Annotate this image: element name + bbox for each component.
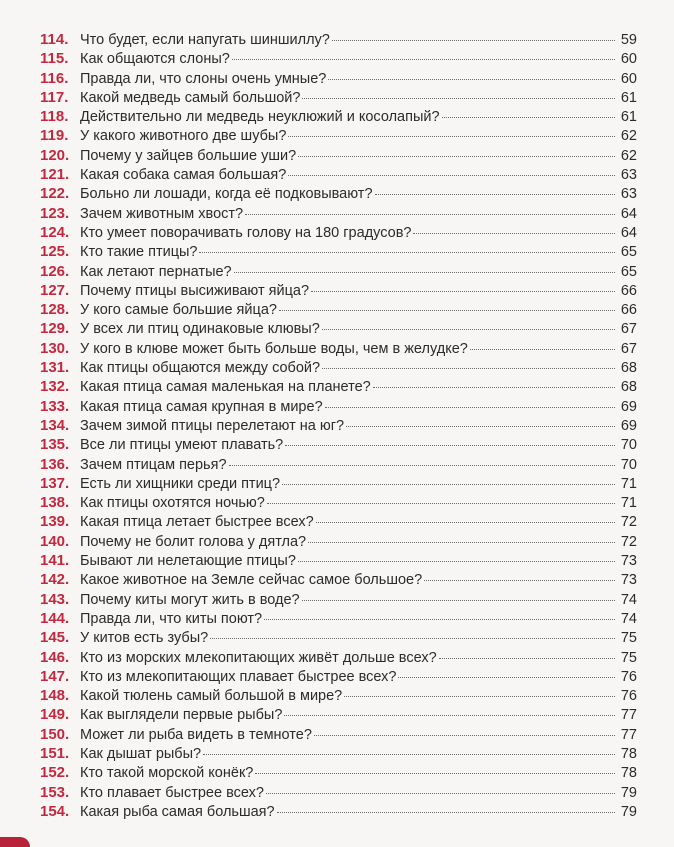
leader-dots <box>234 272 615 273</box>
toc-title: Какая птица летает быстрее всех? <box>80 514 314 531</box>
leader-dots <box>285 445 615 446</box>
toc-title: Кто из млекопитающих плавает быстрее всех? <box>80 668 397 685</box>
toc-row <box>40 49 637 68</box>
toc-row <box>40 590 637 609</box>
toc-row <box>40 146 637 165</box>
toc-number: 119. <box>40 127 69 145</box>
toc-title: Больно ли лошади, когда её подковывают? <box>80 186 373 203</box>
toc-page: 62 <box>620 128 637 145</box>
toc-row <box>40 281 637 300</box>
toc-row <box>40 705 637 724</box>
toc-number: 130. <box>40 339 70 357</box>
toc-page: 76 <box>620 688 637 705</box>
toc-number: 143. <box>40 590 70 608</box>
leader-dots <box>245 214 615 215</box>
toc-row <box>40 416 637 435</box>
toc-page: 64 <box>620 224 637 241</box>
toc-row <box>40 512 637 531</box>
toc-title: Бывают ли нелетающие птицы? <box>80 553 296 570</box>
toc-number: 129. <box>40 320 70 338</box>
toc-number: 151. <box>40 744 70 762</box>
toc-page: 78 <box>620 745 637 762</box>
toc-title: Кто умеет поворачивать голову на 180 градусов? <box>80 224 412 241</box>
leader-dots <box>288 136 615 137</box>
toc-title: Как летают пернатые? <box>80 263 232 280</box>
table-of-contents <box>40 30 637 821</box>
toc-row <box>40 763 637 782</box>
toc-title: Как общаются слоны? <box>80 51 230 68</box>
leader-dots <box>442 117 615 118</box>
page-corner-tab <box>0 837 30 847</box>
toc-number: 147. <box>40 667 70 685</box>
leader-dots <box>232 59 615 60</box>
toc-title: У кого в клюве может быть больше воды, чем в желудке? <box>80 340 468 357</box>
toc-number: 138. <box>40 494 70 512</box>
toc-number: 136. <box>40 455 70 473</box>
toc-row <box>40 242 637 261</box>
toc-row <box>40 300 637 319</box>
leader-dots <box>325 407 615 408</box>
leader-dots <box>266 793 615 794</box>
leader-dots <box>277 812 615 813</box>
toc-number: 125. <box>40 243 70 261</box>
toc-number: 137. <box>40 474 70 492</box>
toc-row <box>40 455 637 474</box>
toc-row <box>40 30 637 49</box>
leader-dots <box>203 754 615 755</box>
toc-title: Что будет, если напугать шиншиллу? <box>80 32 330 48</box>
toc-page: 64 <box>620 205 637 222</box>
toc-title: Почему киты могут жить в воде? <box>80 591 300 608</box>
toc-page: 70 <box>620 456 637 473</box>
toc-row <box>40 570 637 589</box>
leader-dots <box>322 368 615 369</box>
toc-row <box>40 107 637 126</box>
toc-title: Как дышат рыбы? <box>80 745 202 762</box>
toc-page: 77 <box>620 726 637 743</box>
leader-dots <box>279 310 615 311</box>
toc-page: 63 <box>620 186 637 203</box>
toc-title: Есть ли хищники среди птиц? <box>80 475 281 492</box>
toc-title: Правда ли, что слоны очень умные? <box>80 70 327 87</box>
leader-dots <box>332 40 615 41</box>
toc-title: У китов есть зубы? <box>80 630 209 647</box>
toc-page: 78 <box>620 765 637 782</box>
leader-dots <box>322 329 615 330</box>
toc-row <box>40 667 637 686</box>
toc-page: 69 <box>620 398 637 415</box>
toc-row <box>40 802 637 821</box>
toc-title: Почему у зайцев большие уши? <box>80 147 297 164</box>
toc-title: Кто плавает быстрее всех? <box>80 784 264 801</box>
toc-number: 131. <box>40 359 70 377</box>
toc-row <box>40 69 637 88</box>
toc-page: 71 <box>620 495 637 512</box>
toc-page: 65 <box>620 263 637 280</box>
toc-page: 75 <box>620 630 637 647</box>
toc-page: 62 <box>620 147 637 164</box>
toc-title: Кто такие птицы? <box>80 244 198 261</box>
toc-number: 142. <box>40 571 70 589</box>
leader-dots <box>229 465 615 466</box>
toc-row <box>40 493 637 512</box>
toc-page: 77 <box>620 707 637 724</box>
leader-dots <box>282 484 615 485</box>
toc-row <box>40 551 637 570</box>
leader-dots <box>302 98 615 99</box>
toc-row <box>40 262 637 281</box>
toc-number: 146. <box>40 648 70 666</box>
leader-dots <box>288 175 615 176</box>
toc-title: Кто из морских млекопитающих живёт дольше всех? <box>80 649 437 666</box>
toc-page: 79 <box>620 803 637 820</box>
toc-page: 61 <box>620 89 637 106</box>
toc-page: 65 <box>620 244 637 261</box>
toc-title: Действительно ли медведь неуклюжий и косолапый? <box>80 109 440 126</box>
leader-dots <box>311 291 615 292</box>
toc-page: 63 <box>620 167 637 184</box>
toc-title: Какой медведь самый большой? <box>80 89 301 106</box>
toc-number: 144. <box>40 609 70 627</box>
toc-title: Правда ли, что киты поют? <box>80 610 263 627</box>
toc-number: 128. <box>40 301 70 319</box>
toc-title: Какая собака самая большая? <box>80 167 287 184</box>
toc-title: Как выглядели первые рыбы? <box>80 707 283 724</box>
toc-row <box>40 686 637 705</box>
leader-dots <box>210 638 615 639</box>
toc-page: 74 <box>620 591 637 608</box>
toc-title: У какого животного две шубы? <box>80 128 287 145</box>
toc-page: 60 <box>620 51 637 68</box>
toc-row <box>40 648 637 667</box>
leader-dots <box>308 542 615 543</box>
toc-page: 75 <box>620 649 637 666</box>
toc-page: 76 <box>620 668 637 685</box>
leader-dots <box>375 194 615 195</box>
toc-title: Почему не болит голова у дятла? <box>80 533 307 550</box>
toc-page: 59 <box>620 32 637 48</box>
leader-dots <box>298 561 615 562</box>
toc-number: 118. <box>40 108 69 126</box>
leader-dots <box>398 677 615 678</box>
toc-number: 154. <box>40 802 70 820</box>
leader-dots <box>344 696 615 697</box>
toc-page: 71 <box>620 475 637 492</box>
toc-title: Какая рыба самая большая? <box>80 803 275 820</box>
toc-title: Зачем зимой птицы перелетают на юг? <box>80 417 345 434</box>
toc-row <box>40 339 637 358</box>
toc-title: Зачем птицам перья? <box>80 456 227 473</box>
leader-dots <box>328 79 615 80</box>
toc-page: 67 <box>620 340 637 357</box>
toc-page: 68 <box>620 360 637 377</box>
toc-number: 123. <box>40 204 70 222</box>
leader-dots <box>302 600 615 601</box>
toc-number: 145. <box>40 629 70 647</box>
toc-page: 72 <box>620 514 637 531</box>
toc-row <box>40 783 637 802</box>
toc-number: 149. <box>40 706 70 724</box>
toc-title: Какая птица самая крупная в мире? <box>80 398 323 415</box>
leader-dots <box>439 658 615 659</box>
toc-number: 116. <box>40 69 69 87</box>
toc-row <box>40 184 637 203</box>
toc-page: 61 <box>620 109 637 126</box>
toc-number: 115. <box>40 50 69 68</box>
toc-number: 114. <box>40 31 69 48</box>
toc-row <box>40 377 637 396</box>
leader-dots <box>316 522 615 523</box>
toc-title: У кого самые большие яйца? <box>80 302 277 319</box>
leader-dots <box>314 735 615 736</box>
toc-row <box>40 628 637 647</box>
toc-number: 117. <box>40 88 69 106</box>
toc-number: 134. <box>40 416 70 434</box>
toc-row <box>40 358 637 377</box>
toc-title: Может ли рыба видеть в темноте? <box>80 726 312 743</box>
toc-page: 79 <box>620 784 637 801</box>
toc-number: 153. <box>40 783 70 801</box>
leader-dots <box>373 387 615 388</box>
leader-dots <box>298 156 615 157</box>
leader-dots <box>424 580 615 581</box>
toc-number: 122. <box>40 185 70 203</box>
toc-row <box>40 88 637 107</box>
toc-number: 135. <box>40 436 70 454</box>
toc-page: 60 <box>620 70 637 87</box>
toc-number: 140. <box>40 532 70 550</box>
toc-row <box>40 223 637 242</box>
toc-page: 66 <box>620 302 637 319</box>
toc-number: 133. <box>40 397 70 415</box>
toc-row <box>40 725 637 744</box>
leader-dots <box>267 503 615 504</box>
leader-dots <box>284 715 615 716</box>
toc-number: 148. <box>40 687 70 705</box>
toc-page: 67 <box>620 321 637 338</box>
toc-number: 139. <box>40 513 70 531</box>
toc-number: 127. <box>40 281 70 299</box>
toc-row <box>40 532 637 551</box>
toc-number: 126. <box>40 262 70 280</box>
toc-row <box>40 319 637 338</box>
toc-row <box>40 204 637 223</box>
toc-number: 152. <box>40 764 70 782</box>
toc-title: У всех ли птиц одинаковые клювы? <box>80 321 320 338</box>
toc-page: 73 <box>620 572 637 589</box>
toc-number: 120. <box>40 146 70 164</box>
toc-title: Все ли птицы умеют плавать? <box>80 437 284 454</box>
toc-number: 124. <box>40 223 70 241</box>
toc-title: Как птицы охотятся ночью? <box>80 495 265 512</box>
toc-title: Какой тюлень самый большой в мире? <box>80 688 343 705</box>
toc-page: 74 <box>620 610 637 627</box>
toc-title: Кто такой морской конёк? <box>80 765 254 782</box>
toc-title: Зачем животным хвост? <box>80 205 244 222</box>
toc-page: 66 <box>620 282 637 299</box>
leader-dots <box>264 619 615 620</box>
toc-title: Почему птицы высиживают яйца? <box>80 282 310 299</box>
toc-number: 132. <box>40 378 70 396</box>
toc-title: Какое животное на Земле сейчас самое большое? <box>80 572 423 589</box>
toc-row <box>40 397 637 416</box>
toc-row <box>40 165 637 184</box>
toc-number: 150. <box>40 725 70 743</box>
toc-page: 70 <box>620 437 637 454</box>
toc-page: 73 <box>620 553 637 570</box>
toc-title: Как птицы общаются между собой? <box>80 360 321 377</box>
toc-row <box>40 435 637 454</box>
toc-row <box>40 744 637 763</box>
toc-number: 141. <box>40 552 70 570</box>
toc-page: 68 <box>620 379 637 396</box>
leader-dots <box>413 233 615 234</box>
toc-row <box>40 474 637 493</box>
leader-dots <box>199 252 615 253</box>
toc-row <box>40 126 637 145</box>
leader-dots <box>346 426 615 427</box>
toc-number: 121. <box>40 166 70 184</box>
toc-title: Какая птица самая маленькая на планете? <box>80 379 371 396</box>
leader-dots <box>470 349 615 350</box>
leader-dots <box>255 773 615 774</box>
toc-page: 72 <box>620 533 637 550</box>
toc-page: 69 <box>620 417 637 434</box>
toc-row <box>40 609 637 628</box>
